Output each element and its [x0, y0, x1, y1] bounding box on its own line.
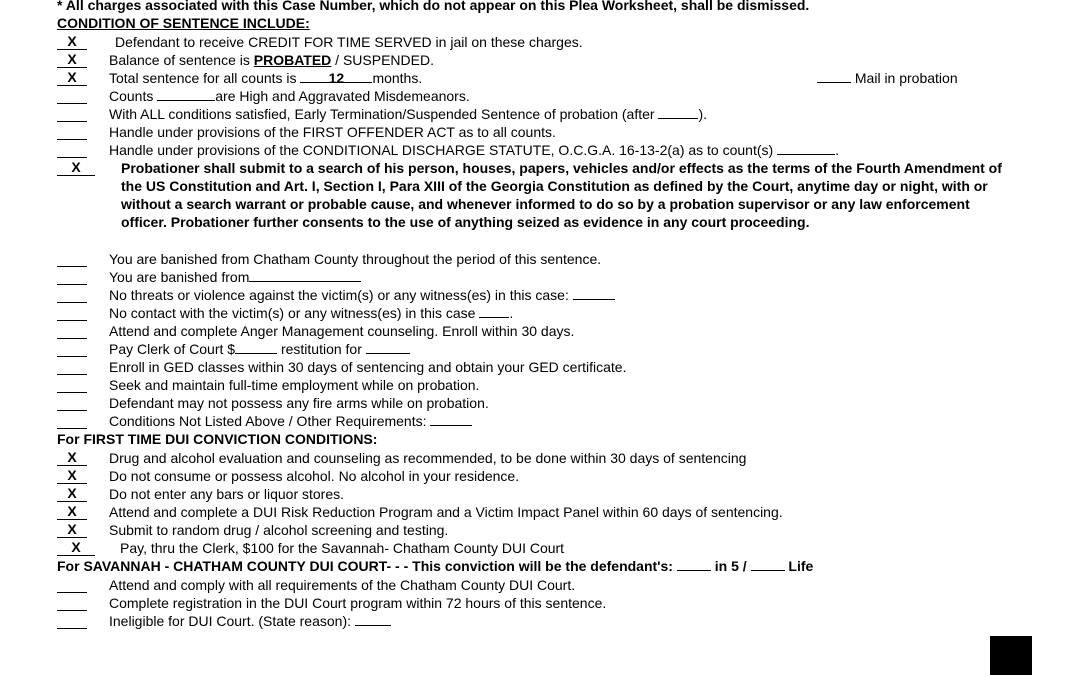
balance-checkbox[interactable]: X: [57, 51, 87, 68]
no-contact-label: No contact with the victim(s) or any witness(es) in this case: [109, 305, 476, 321]
counts-field[interactable]: [157, 87, 215, 101]
scan-registration-block: [990, 636, 1032, 675]
condition-firearms-row: [0, 394, 1080, 412]
dui-alcohol-row: [0, 467, 1080, 485]
court-heading-mid: in 5 /: [710, 558, 751, 574]
condition-total-row: [0, 69, 1080, 87]
dui-pay-text: Pay, thru the Clerk, $100 for the Savannah- Chatham County DUI Court: [120, 540, 565, 556]
counts-suffix: are High and Aggravated Misdemeanors.: [215, 88, 470, 104]
dui-screening-text: Submit to random drug / alcohol screening and testing.: [109, 522, 449, 538]
condition-employment-row: [0, 376, 1080, 394]
dui-alcohol-text: Do not consume or possess alcohol. No alcohol in your residence.: [109, 468, 520, 484]
dui-eval-text: Drug and alcohol evaluation and counseling as recommended, to be done within 30 days of sentencing: [109, 450, 747, 466]
conditional-discharge-text: [109, 141, 839, 159]
dui-eval-row: [0, 449, 1080, 467]
court-heading-prefix: For SAVANNAH - CHATHAM COUNTY DUI COURT- - - This conviction will be the defendant's:: [57, 558, 673, 574]
dui-screening-checkbox[interactable]: X: [57, 521, 87, 538]
banished-from-field[interactable]: [249, 268, 361, 282]
banished-from-checkbox[interactable]: [57, 268, 87, 285]
no-threats-text: [109, 286, 615, 304]
dui-conditions-heading: For FIRST TIME DUI CONVICTION CONDITIONS:: [57, 431, 378, 447]
dui-bars-row: [0, 485, 1080, 503]
conditions-heading: CONDITION OF SENTENCE INCLUDE:: [57, 15, 310, 31]
balance-text: [109, 51, 434, 69]
court-ineligible-checkbox[interactable]: [57, 612, 87, 629]
total-checkbox[interactable]: X: [57, 69, 87, 86]
search-consent-paragraph: Probationer shall submit to a search of his person, houses, papers, vehicles and/or effects as the terms of the Fourth Amendment of the US Constitution and Art. I, Section I, Para XIII of the Georgia Constitution as defined by the Court, anytime day or night, with or without a search warrant or probable cause, and whenever informed to do so by a probation supervisor or any law enforcement officer. Probationer further consents to the use of anything seized as evidence in any court proceeding.: [121, 160, 1002, 230]
first-offender-text: Handle under provisions of the FIRST OFFENDER ACT as to all counts.: [109, 124, 556, 140]
firearms-checkbox[interactable]: [57, 394, 87, 411]
conditional-discharge-label: Handle under provisions of the CONDITIONAL DISCHARGE STATUTE, O.C.G.A. 16-13-2(a) as to count(s): [109, 142, 774, 158]
court-ineligible-label: Ineligible for DUI Court. (State reason):: [109, 613, 351, 629]
conditional-discharge-checkbox[interactable]: [57, 141, 87, 158]
condition-other-row: [0, 412, 1080, 430]
court-attend-row: [0, 576, 1080, 594]
dui-pay-checkbox[interactable]: X: [57, 539, 95, 556]
dui-risk-text: Attend and complete a DUI Risk Reduction Program and a Victim Impact Panel within 60 days of sentencing.: [109, 504, 783, 520]
anger-text: Attend and complete Anger Management counseling. Enroll within 30 days.: [109, 323, 575, 339]
dui-pay-row: [0, 539, 1080, 557]
conditional-discharge-field[interactable]: [777, 141, 835, 155]
early-termination-text: [109, 105, 707, 123]
probated-word: PROBATED: [253, 52, 332, 68]
restitution-amount-field[interactable]: [235, 340, 277, 354]
no-threats-field[interactable]: [573, 286, 615, 300]
first-offender-checkbox[interactable]: [57, 123, 87, 140]
dui-court-heading: [57, 557, 813, 575]
court-attend-checkbox[interactable]: [57, 576, 87, 593]
mail-probation-checkbox[interactable]: [817, 69, 851, 83]
other-field[interactable]: [430, 412, 472, 426]
restitution-for-field[interactable]: [366, 340, 410, 354]
mail-probation-label: Mail in probation: [854, 70, 958, 86]
condition-no-contact-row: [0, 304, 1080, 322]
condition-banished-from-row: [0, 268, 1080, 286]
condition-ged-row: [0, 358, 1080, 376]
search-checkbox[interactable]: X: [57, 159, 95, 176]
court-register-row: [0, 594, 1080, 612]
counts-text: [109, 87, 470, 105]
other-label: Conditions Not Listed Above / Other Requirements:: [109, 413, 427, 429]
dui-bars-text: Do not enter any bars or liquor stores.: [109, 486, 345, 502]
ged-text: Enroll in GED classes within 30 days of sentencing and obtain your GED certificate.: [109, 359, 627, 375]
condition-no-threats-row: [0, 286, 1080, 304]
banished-county-text: You are banished from Chatham County throughout the period of this sentence.: [109, 251, 602, 267]
dui-risk-row: [0, 503, 1080, 521]
total-text: [109, 69, 422, 87]
balance-suffix: / SUSPENDED.: [331, 52, 434, 68]
counts-checkbox[interactable]: [57, 87, 87, 104]
no-contact-text: [109, 304, 513, 322]
court-attend-text: Attend and comply with all requirements of the Chatham County DUI Court.: [109, 577, 576, 593]
restitution-middle: restitution for: [277, 341, 366, 357]
condition-early-termination-row: [0, 105, 1080, 123]
condition-conditional-discharge-row: [0, 141, 1080, 159]
banished-from-label: You are banished from: [109, 269, 250, 285]
condition-first-offender-row: [0, 123, 1080, 141]
credit-checkbox[interactable]: X: [57, 33, 87, 50]
condition-anger-row: [0, 322, 1080, 340]
other-checkbox[interactable]: [57, 412, 87, 429]
ged-checkbox[interactable]: [57, 358, 87, 375]
court-life-field[interactable]: [751, 557, 785, 571]
no-contact-field[interactable]: [479, 304, 509, 318]
court-heading-end: Life: [784, 558, 814, 574]
restitution-checkbox[interactable]: [57, 340, 87, 357]
mail-probation-option: [817, 69, 958, 87]
court-ineligible-field[interactable]: [355, 612, 391, 626]
dui-eval-checkbox[interactable]: X: [57, 449, 87, 466]
total-prefix: Total sentence for all counts is: [109, 70, 301, 86]
total-suffix: months.: [372, 70, 423, 86]
court-register-text: Complete registration in the DUI Court program within 72 hours of this sentence.: [109, 595, 607, 611]
dui-risk-checkbox[interactable]: X: [57, 503, 87, 520]
condition-counts-row: [0, 87, 1080, 105]
employment-checkbox[interactable]: [57, 376, 87, 393]
no-contact-end: .: [509, 305, 514, 321]
other-text: [109, 412, 472, 430]
court-ineligible-row: [0, 612, 1080, 630]
employment-text: Seek and maintain full-time employment while on probation.: [109, 377, 480, 393]
condition-restitution-row: [0, 340, 1080, 358]
firearms-text: Defendant may not possess any fire arms while on probation.: [109, 395, 489, 411]
early-termination-field[interactable]: [658, 105, 698, 119]
no-contact-checkbox[interactable]: [57, 304, 87, 321]
dui-bars-checkbox[interactable]: X: [57, 485, 87, 502]
no-threats-checkbox[interactable]: [57, 286, 87, 303]
balance-prefix: Balance of sentence is: [109, 52, 254, 68]
condition-credit-row: [0, 33, 1080, 51]
anger-checkbox[interactable]: [57, 322, 87, 339]
counts-prefix: Counts: [109, 88, 158, 104]
total-months-field[interactable]: 12: [300, 69, 372, 83]
condition-banished-county-row: [0, 250, 1080, 268]
conditional-discharge-end: .: [835, 142, 839, 158]
condition-balance-row: [0, 51, 1080, 69]
court-register-checkbox[interactable]: [57, 594, 87, 611]
early-termination-checkbox[interactable]: [57, 105, 87, 122]
dui-alcohol-checkbox[interactable]: X: [57, 467, 87, 484]
restitution-prefix: Pay Clerk of Court $: [109, 341, 236, 357]
dui-screening-row: [0, 521, 1080, 539]
dismissal-notice: * All charges associated with this Case Number, which do not appear on this Plea Worksheet, shall be dismissed.: [57, 0, 810, 13]
court-count-field[interactable]: [677, 557, 711, 571]
credit-text: Defendant to receive CREDIT FOR TIME SERVED in jail on these charges.: [115, 34, 583, 50]
court-ineligible-text: [109, 612, 391, 630]
banished-from-text: [109, 268, 361, 286]
restitution-text: [109, 340, 410, 358]
early-termination-label: With ALL conditions satisfied, Early Termination/Suspended Sentence of probation (after: [109, 106, 655, 122]
no-threats-label: No threats or violence against the victim(s) or any witness(es) in this case:: [109, 287, 569, 303]
early-termination-end: ).: [698, 106, 707, 122]
banished-county-checkbox[interactable]: [57, 250, 87, 267]
